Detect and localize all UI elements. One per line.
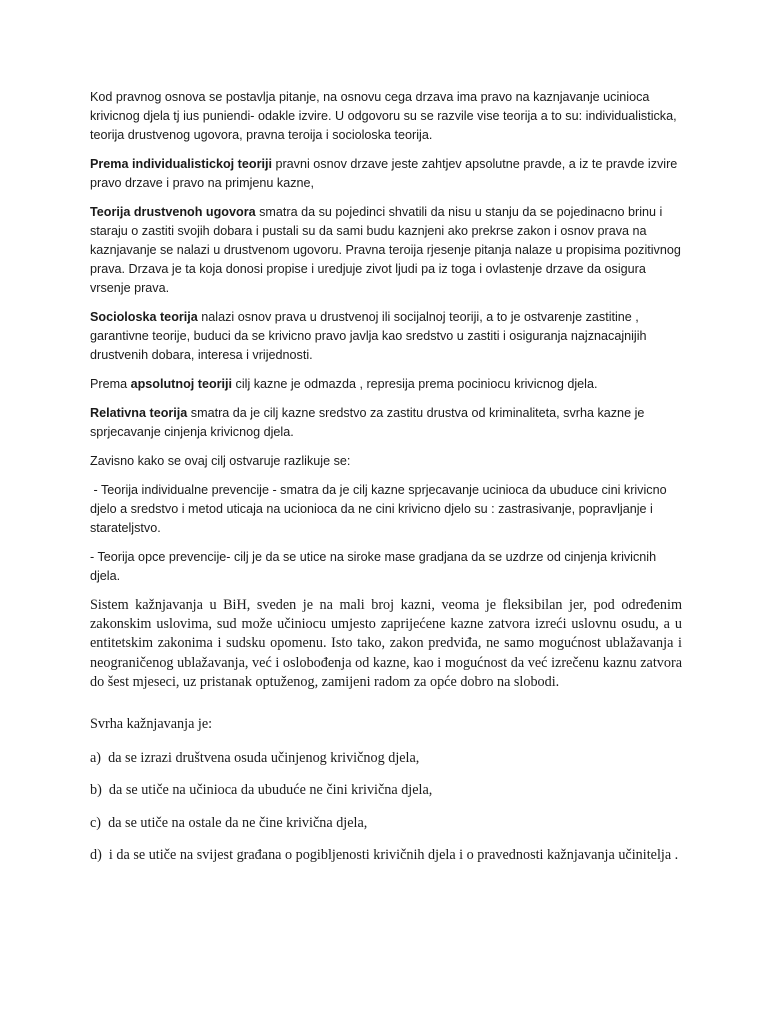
paragraph-sociological-theory [90, 308, 682, 365]
paragraph-individualist-theory [90, 155, 682, 193]
term-absolute-theory: apsolutnoj teoriji [130, 377, 233, 391]
paragraph-distinction: Zavisno kako se ovaj cilj ostvaruje razlikuje se: [90, 454, 351, 468]
paragraph-bih-punishment-system: Sistem kažnjavanja u BiH, sveden je na mali broj kazni, veoma je fleksibilan jer, pod određenim zakonskim uslovima, sud može učiniocu umjesto zaprijećene kazne zatvora izreći uslovnu osudu, a u entitetskim zakonima i sudsku opomenu. Isto tako, zakon predviđa, ne samo mogućnost ublažavanja i neograničenog ublažavanja, već i oslobođenja od kazne, kao i mogućnost da već izrečenu kaznu zatvora do šest mjeseci, uz pristanak optuženog, zamijeni radom za opće dobro na slobodi. [90, 597, 682, 690]
paragraph-relative-theory [90, 404, 682, 442]
list-item: b) da se utiče na učinioca da ubuduće ne čini krivična djela, [90, 782, 433, 799]
paragraph-text: cilj kazne je odmazda , represija prema pociniocu krivicnog djela. [232, 377, 598, 391]
term-sociological-theory: Socioloska teorija [90, 310, 198, 324]
term-relative-theory: Relativna teorija [90, 406, 188, 420]
section-heading-purpose: Svrha kažnjavanja je: [90, 716, 213, 733]
paragraph-text: Prema [90, 377, 131, 391]
paragraph-legal-basis: Kod pravnog osnova se postavlja pitanje, na osnovu cega drzava ima pravo na kaznjavanje ucinioca krivicnog djela tj ius puniendi- odakle izvire. U odgovoru su se razvile vise teorija a to su: individualisticka, teorija drustvenog ugovora, pravna teroija i socioloska teorija. [90, 90, 677, 142]
term-social-contract-theory: Teorija drustvenoh ugovora [90, 205, 256, 219]
paragraph-absolute-theory [90, 375, 682, 394]
term-individualist-theory: Prema individualistickoj teoriji [90, 157, 272, 171]
paragraph-individual-prevention: - Teorija individualne prevencije - smatra da je cilj kazne sprjecavanje ucinioca da ubuduce cini krivicno djelo a sredstvo i metod uticaja na ucionioca da ne cini krivicno djelo su : zastrasivanje, popravljanje i starateljstvo. [90, 483, 671, 535]
paragraph-text: smatra da su pojedinci shvatili da nisu u stanju da se pojedinacno brinu i staraju o zastiti svojih dobara i pustali su da sami budu kaznjeni ako prekrse zakon i osnov prava na kaznjavanje se nalazi u drustvenom ugovoru. Pravna teroija rjesenje pitanja nalaze u propisima pozitivnog prava. Drzava je ta koja donosi propise i uredjuje zivot ljudi pa iz toga i ovlastenje drzave da osigura vrsenje prava. [90, 205, 681, 295]
paragraph-text: pravni osnov drzave jeste zahtjev apsolutne pravde, a iz te pravde izvire pravo drzave i pravo na primjenu kazne, [90, 157, 678, 190]
paragraph-text: smatra da je cilj kazne sredstvo za zastitu drustva od kriminaliteta, svrha kazne je sprjecavanje cinjenja krivicnog djela. [90, 406, 645, 439]
list-item: c) da se utiče na ostale da ne čine krivična djela, [90, 814, 368, 831]
paragraph-text: nalazi osnov prava u drustvenoj ili socijalnoj teoriji, a to je ostvarenje zastitine , garantivne teorije, buduci da se krivicno pravo javlja kao sredstvo u zastiti i osiguranja najznacajnijih drustvenih dobara, interesa i vrijednosti. [90, 310, 647, 362]
document-page [90, 88, 682, 878]
paragraph-social-contract-theory [90, 203, 682, 298]
list-item: a) da se izrazi društvena osuda učinjenog krivičnog djela, [90, 750, 420, 767]
paragraph-general-prevention: - Teorija opce prevencije- cilj je da se utice na siroke mase gradjana da se uzdrze od cinjenja krivicnih djela. [90, 550, 657, 583]
list-item: d) i da se utiče na svijest građana o pogibljenosti krivičnih djela i o pravednosti kažnjavanja učinitelja . [90, 846, 679, 863]
